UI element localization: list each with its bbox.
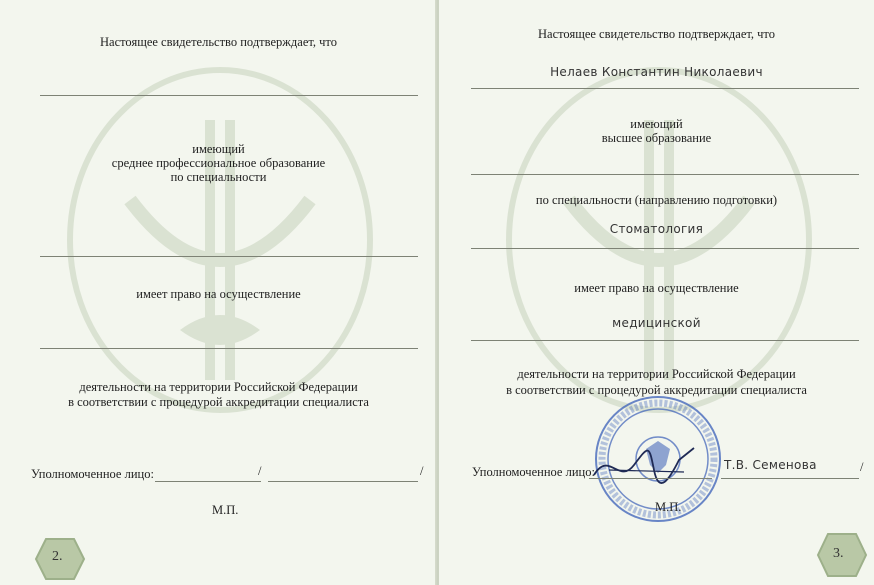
- territory-text-2: в соответствии с процедурой аккредитации специалиста: [506, 383, 807, 397]
- name-line: [40, 95, 418, 96]
- right-to-text: имеет право на осуществление: [574, 281, 739, 295]
- signature-line: [589, 478, 712, 479]
- education-line: [471, 174, 859, 175]
- seal-place-label: М.П.: [212, 503, 239, 517]
- specialty-line: [40, 256, 418, 257]
- official-name-line: [721, 478, 859, 479]
- specialty-text: по специальности: [170, 170, 267, 184]
- right-to-text: имеет право на осуществление: [136, 287, 301, 301]
- activity-line: [40, 348, 418, 349]
- slash-1: /: [258, 464, 262, 478]
- name-line: [471, 88, 859, 89]
- official-name-line: [268, 481, 418, 482]
- authorized-label: Уполномоченное лицо:: [472, 465, 595, 479]
- territory-text-1: деятельности на территории Российской Федерации: [517, 367, 796, 381]
- holder-name: Нелаев Константин Николаевич: [550, 65, 763, 79]
- slash-2: /: [420, 464, 424, 478]
- having-text: имеющий: [192, 142, 245, 156]
- education-text: высшее образование: [601, 131, 712, 145]
- official-name: Т.В. Семенова: [724, 458, 817, 472]
- slash: /: [860, 460, 864, 474]
- page-number: 2.: [52, 549, 63, 564]
- having-text: имеющий: [630, 117, 683, 131]
- signature: [589, 440, 699, 490]
- education-text: среднее профессиональное образование: [111, 156, 326, 170]
- territory-text-2: в соответствии с процедурой аккредитации специалиста: [68, 395, 369, 409]
- activity-line: [471, 340, 859, 341]
- right-page: [439, 0, 874, 585]
- specialty-text: по специальности (направлению подготовки): [535, 193, 778, 207]
- authorized-label: Уполномоченное лицо:: [31, 467, 154, 481]
- intro-text: Настоящее свидетельство подтверждает, что: [100, 35, 337, 49]
- page-number: 3.: [833, 546, 844, 561]
- signature-line: [155, 481, 261, 482]
- activity-value: медицинской: [612, 316, 701, 330]
- seal-place-label: М.П.: [655, 500, 682, 514]
- specialty-value: Стоматология: [609, 222, 704, 236]
- territory-text-1: деятельности на территории Российской Федерации: [79, 380, 358, 394]
- specialty-line: [471, 248, 859, 249]
- medical-emblem-watermark: [499, 60, 819, 420]
- intro-text: Настоящее свидетельство подтверждает, что: [538, 27, 775, 41]
- medical-emblem-watermark: [60, 60, 380, 420]
